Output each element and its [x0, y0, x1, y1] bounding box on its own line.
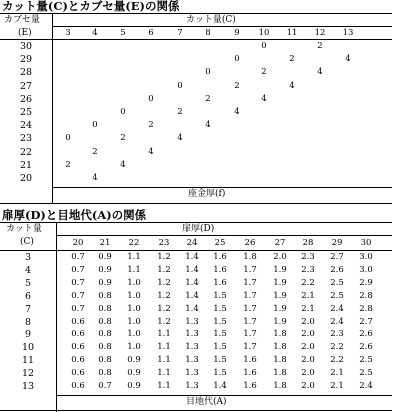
table1-cell: 2	[205, 93, 211, 104]
table2-cell: 1.2	[157, 290, 171, 301]
table2-cell: 0.9	[127, 381, 141, 391]
table2-cell: 2.5	[330, 277, 344, 288]
table2-column-header: 29	[331, 238, 343, 248]
table2-cell: 1.1	[127, 264, 141, 275]
table2-cell: 1.5	[213, 329, 227, 340]
table2-column-header: 24	[186, 238, 198, 248]
table2-cell: 1.6	[213, 264, 227, 275]
table2-column-header: 20	[72, 238, 84, 248]
table1-cell: 0	[148, 93, 154, 104]
table2-cell: 2.0	[301, 342, 315, 353]
table2-cell: 1.1	[157, 381, 171, 391]
table2-cell: 1.0	[127, 316, 141, 327]
table2-cell: 2.2	[330, 342, 344, 353]
table2-cell: 1.4	[185, 303, 199, 314]
table1-row-label: 27	[19, 80, 33, 92]
table2-cell: 0.6	[71, 329, 85, 340]
table2-cell: 1.8	[273, 355, 287, 366]
table1-footer-label: 座金厚(f)	[188, 189, 226, 199]
table1-cell: 2	[177, 107, 183, 117]
table1-cell: 4	[92, 173, 98, 183]
table1-cell: 4	[148, 146, 154, 157]
table1-cell: 0	[65, 133, 71, 144]
table1-column-header: 7	[177, 28, 183, 38]
table2-column-header: 23	[158, 238, 170, 248]
table2-cell: 2.3	[301, 264, 315, 275]
table2-cell: 2.5	[330, 290, 344, 301]
table1-bottom-rule	[0, 203, 392, 204]
table2-cell: 1.3	[185, 381, 199, 391]
table2-cell: 0.6	[71, 316, 85, 327]
table2-column-header: 26	[244, 238, 256, 248]
table2-row-header-label: カット量	[6, 224, 42, 234]
table2-cell: 0.9	[98, 264, 112, 275]
table2-col-header-label: 扉厚(D)	[182, 224, 215, 234]
table2-cell: 1.2	[157, 277, 171, 288]
table2-cell: 2.0	[273, 252, 287, 262]
table2-cell: 1.3	[185, 355, 199, 366]
table1-top-rule	[0, 13, 392, 14]
table2-cell: 1.8	[273, 381, 287, 391]
table1-row-label: 23	[19, 133, 33, 145]
table2-cell: 0.6	[71, 342, 85, 353]
table1-cell: 0	[120, 107, 126, 117]
table1-cell: 0	[261, 41, 267, 51]
table2-cell: 2.6	[330, 264, 344, 275]
table2-cell: 1.7	[243, 277, 257, 288]
table1-cell: 4	[177, 133, 183, 144]
table1-row-label: 22	[19, 146, 33, 158]
table2-title: 扉厚(D)と目地代(A)の関係	[2, 208, 147, 222]
table2-cell: 1.9	[273, 303, 287, 314]
table2-cell: 1.4	[185, 277, 199, 288]
table2-cell: 2.6	[359, 329, 373, 340]
table2-cell: 2.0	[301, 329, 315, 340]
table1-cell: 2	[148, 120, 154, 131]
table1-column-header: 10	[258, 28, 270, 38]
table1-column-header: 9	[234, 28, 240, 38]
table1-cell: 0	[234, 54, 240, 65]
table2-cell: 1.5	[213, 316, 227, 327]
table2-cell: 1.2	[157, 264, 171, 275]
table1-cell: 4	[120, 159, 126, 170]
table2-cell: 2.0	[301, 368, 315, 379]
table2-cell: 1.7	[243, 342, 257, 353]
table2-footer-label: 目地代(A)	[186, 397, 227, 407]
table2-cell: 1.3	[185, 316, 199, 327]
table1-cell: 4	[289, 80, 295, 91]
table2-column-header: 21	[99, 238, 111, 248]
table2-column-header: 30	[360, 238, 372, 248]
table1-footer-rule	[52, 187, 392, 188]
table2-top-rule	[0, 222, 392, 223]
table2-cell: 2.7	[330, 252, 344, 262]
table2-column-header: 22	[128, 238, 140, 248]
table2-cell: 1.9	[273, 264, 287, 275]
table1-row-label: 24	[19, 120, 33, 132]
table2-row-label: 5	[24, 277, 32, 289]
table2-cell: 2.4	[330, 303, 344, 314]
table2-row-label: 13	[21, 381, 35, 392]
table2-cell: 0.6	[71, 381, 85, 391]
table2-cell: 1.4	[185, 264, 199, 275]
table2-column-header: 25	[214, 238, 226, 248]
table1-cell: 0	[92, 120, 98, 131]
table2-row-label: 6	[24, 290, 32, 302]
table2-cell: 1.0	[127, 342, 141, 353]
table2-row-label: 3	[24, 252, 32, 263]
table2-row-label: 9	[24, 329, 32, 341]
table1-column-header: 11	[286, 28, 298, 38]
table1-row-label: 29	[19, 54, 33, 66]
table1-cell: 4	[317, 67, 323, 78]
table2-cell: 0.9	[98, 277, 112, 288]
table2-cell: 1.0	[127, 303, 141, 314]
table2-cell: 1.6	[243, 368, 257, 379]
table2-cell: 1.0	[127, 290, 141, 301]
table2-cell: 1.3	[185, 368, 199, 379]
table2-cell: 2.2	[330, 355, 344, 366]
table2-cell: 2.1	[330, 381, 344, 391]
table2-cell: 1.1	[157, 329, 171, 340]
table1-colheader-rule	[52, 26, 392, 27]
table1-row-label: 21	[19, 159, 33, 171]
table1-cell: 2	[317, 41, 323, 51]
table2-cell: 2.5	[359, 355, 373, 366]
table2-cell: 1.7	[243, 290, 257, 301]
table2-cell: 2.6	[359, 342, 373, 353]
table1-column-header: 8	[205, 28, 211, 38]
table1-cell: 4	[345, 54, 351, 65]
table2-row-label: 4	[24, 264, 32, 276]
table2-cell: 2.4	[359, 381, 373, 391]
table2-cell: 1.2	[157, 303, 171, 314]
table1-title: カット量(C)とカブセ量(E)の関係	[2, 0, 180, 13]
table2-footer-rule	[56, 395, 392, 396]
table2-row-header-unit: (C)	[20, 237, 34, 247]
table1-cell: 4	[234, 107, 240, 117]
table2-colheader-rule	[56, 235, 392, 236]
table1-row-header-label: カブセ量	[4, 15, 40, 25]
table2-cell: 1.5	[213, 355, 227, 366]
table1-cell: 2	[120, 133, 126, 144]
table2-cell: 1.1	[127, 252, 141, 262]
table2-cell: 1.1	[157, 342, 171, 353]
table2-cell: 1.3	[185, 342, 199, 353]
table2-cell: 1.7	[243, 329, 257, 340]
table1-cell: 4	[205, 120, 211, 131]
table2-cell: 2.1	[301, 290, 315, 301]
table2-cell: 0.8	[98, 303, 112, 314]
table1-column-header: 6	[148, 28, 154, 38]
table2-cell: 2.3	[301, 252, 315, 262]
table2-cell: 2.1	[330, 368, 344, 379]
table2-cell: 1.7	[243, 303, 257, 314]
table2-cell: 2.8	[359, 290, 373, 301]
table1-row-label: 30	[19, 41, 33, 52]
table2-cell: 1.5	[213, 290, 227, 301]
table2-cell: 1.5	[213, 342, 227, 353]
table2-cell: 1.0	[127, 277, 141, 288]
table2-cell: 1.9	[273, 316, 287, 327]
table2-cell: 1.8	[273, 329, 287, 340]
table2-cell: 1.5	[213, 368, 227, 379]
table1-column-header: 3	[65, 28, 71, 38]
table2-cell: 0.7	[71, 303, 85, 314]
table2-cell: 2.0	[301, 381, 315, 391]
table2-cell: 2.1	[301, 303, 315, 314]
table2-cell: 3.0	[359, 252, 373, 262]
table2-row-label: 7	[24, 303, 32, 315]
table1-header-rule	[0, 39, 392, 40]
table1-cell: 2	[92, 146, 98, 157]
table2-bottom-rule	[0, 410, 392, 411]
table2-cell: 1.1	[157, 368, 171, 379]
table2-cell: 1.9	[273, 277, 287, 288]
table2-cell: 1.7	[243, 264, 257, 275]
table2-cell: 0.9	[127, 355, 141, 366]
table2-row-label: 10	[21, 342, 35, 354]
table2-cell: 2.7	[359, 316, 373, 327]
table1-cell: 0	[205, 67, 211, 78]
table2-cell: 0.8	[98, 316, 112, 327]
table1-cell: 2	[289, 54, 295, 65]
table2-cell: 1.6	[213, 252, 227, 262]
table2-cell: 3.0	[359, 264, 373, 275]
table1-column-header: 5	[120, 28, 126, 38]
table2-cell: 2.2	[301, 277, 315, 288]
table2-cell: 0.8	[98, 355, 112, 366]
table2-cell: 1.4	[185, 290, 199, 301]
table2-cell: 2.4	[330, 316, 344, 327]
table2-cell: 1.1	[157, 355, 171, 366]
table2-row-label: 8	[24, 316, 32, 328]
table1-column-header: 13	[342, 28, 354, 38]
table1-row-label: 20	[19, 173, 33, 184]
table2-cell: 1.8	[273, 368, 287, 379]
table2-cell: 1.6	[243, 355, 257, 366]
table1-cell: 2	[261, 67, 267, 78]
table2-cell: 1.6	[243, 381, 257, 391]
table1-cell: 0	[177, 80, 183, 91]
table2-cell: 1.9	[273, 290, 287, 301]
table2-cell: 0.7	[71, 252, 85, 262]
table1-cell: 4	[261, 93, 267, 104]
table2-cell: 1.2	[157, 252, 171, 262]
table2-column-header: 27	[274, 238, 286, 248]
table1-column-header: 4	[92, 28, 98, 38]
table1-column-divider	[52, 13, 53, 203]
table2-header-rule	[0, 250, 392, 251]
table1-cell: 2	[65, 159, 71, 170]
table2-row-label: 12	[21, 368, 35, 380]
table1-row-label: 28	[19, 67, 33, 79]
table2-cell: 1.5	[213, 303, 227, 314]
table2-cell: 2.9	[359, 277, 373, 288]
table2-cell: 2.0	[301, 355, 315, 366]
table1-row-label: 26	[19, 93, 33, 105]
table2-cell: 0.8	[98, 290, 112, 301]
table1-cell: 2	[234, 80, 240, 91]
table2-cell: 0.8	[98, 329, 112, 340]
table2-cell: 1.2	[157, 316, 171, 327]
table2-cell: 1.0	[127, 329, 141, 340]
table2-cell: 0.7	[71, 277, 85, 288]
table2-row-label: 11	[21, 355, 35, 367]
table1-col-header-label: カット量(C)	[186, 15, 236, 25]
table2-cell: 1.7	[243, 316, 257, 327]
table2-cell: 1.8	[273, 342, 287, 353]
table2-cell: 0.9	[127, 368, 141, 379]
table1-column-header: 12	[314, 28, 326, 38]
table2-cell: 0.8	[98, 368, 112, 379]
table2-cell: 0.7	[98, 381, 112, 391]
table1-row-header-unit: (E)	[18, 28, 32, 38]
table2-cell: 1.4	[213, 381, 227, 391]
table2-cell: 1.6	[213, 277, 227, 288]
table2-cell: 1.8	[243, 252, 257, 262]
table2-cell: 2.8	[359, 303, 373, 314]
table2-cell: 0.6	[71, 355, 85, 366]
table2-cell: 2.0	[301, 316, 315, 327]
table2-cell: 1.3	[185, 329, 199, 340]
table2-cell: 0.9	[98, 252, 112, 262]
table2-cell: 0.6	[71, 368, 85, 379]
table2-cell: 2.3	[330, 329, 344, 340]
table2-cell: 0.8	[98, 342, 112, 353]
table2-cell: 2.5	[359, 368, 373, 379]
table2-cell: 1.4	[185, 252, 199, 262]
table2-cell: 0.7	[71, 290, 85, 301]
table2-cell: 0.7	[71, 264, 85, 275]
table1-row-label: 25	[19, 107, 33, 118]
table2-column-header: 28	[302, 238, 314, 248]
